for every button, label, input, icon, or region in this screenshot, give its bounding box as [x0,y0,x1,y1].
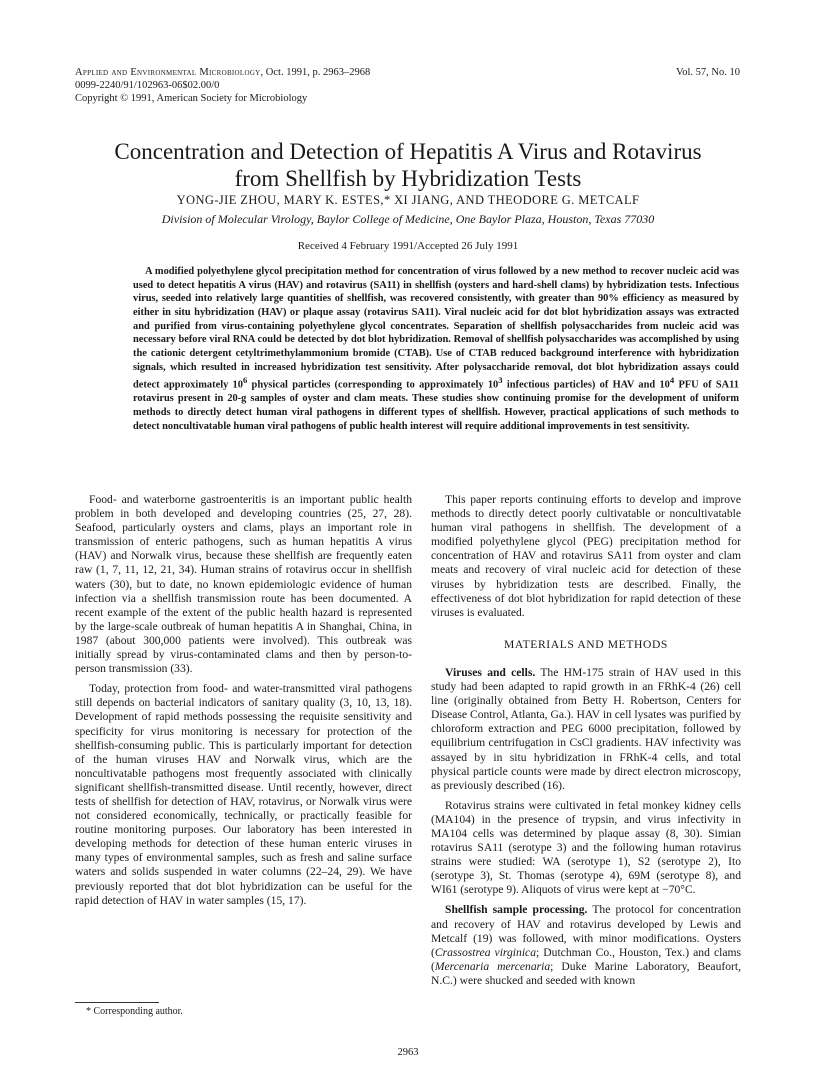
shellfish-text-1: The protocol for concentration and recovery of HAV and rotavirus developed by Lewis and Metcalf (19) was followed, with minor modifications. Oysters ( [431,903,742,959]
viruses-text: The HM-175 strain of HAV used in this study had been adapted to rapid growth in an FRhK-4 (26) cell line (originally obtained from Betty H. Robertson, Centers for Disease Control, Atlanta, Ga.). HAV in cell lysates was purified by chloroform extraction and PEG 6000 precipitation, followed by equilibrium centrifugation in CsCl gradients. HAV infectivity was assayed by in situ hybridization in FRhK-4 cells, and total physical particle counts were made by direct electron microscopy, as previously described (16). [431,665,741,792]
title-line-2: from Shellfish by Hybridization Tests [234,166,582,191]
abstract-exponent-3: 4 [669,375,675,386]
section-heading-methods: MATERIALS AND METHODS [504,637,668,651]
journal-citation [75,66,370,79]
abstract-text-2: physical particles (corresponding to approximately 10 [247,379,499,391]
journal-name: Applied and Environmental Microbiology [75,67,261,78]
intro-paragraph-1: Food- and waterborne gastroenteritis is an important public health problem in both developed and developing countries (25, 27, 28). Seafood, particularly oysters and clams, plays an important role in transmission of enteric pathogens, such as human hepatitis A virus (HAV) and Norwalk virus, because these shellfish are frequently eaten raw (1, 7, 11, 12, 21, 34). Human strains of rotavirus occur in shellfish waters (30), but to date, no known epidemiologic evidence of human infection via a shellfish transmission route has been documented. A recent example of the extent of the public health hazard is represented by the large-scale outbreak of human hepatitis A in Shanghai, China, in 1987 (about 300,000 patients were involved). This outbreak was initially spread by virus-contaminated clams and then by person-to-person transmission (33). [75,493,412,676]
intro-paragraph-3: This paper reports continuing efforts to develop and improve methods to directly detect poorly cultivatable or noncultivatable human viral pathogens in shellfish. The development of a modified polyethylene glycol (PEG) precipitation method for concentration of HAV and rotavirus SA11 from oyster and clam meats and recovery of viral nucleic acid for detection of these viruses by hybridization tests are described. Finally, the effectiveness of dot blot hybridization for rapid detection of these viruses is evaluated. [431,493,741,619]
intro-paragraph-2: Today, protection from food- and water-transmitted viral pathogens still depends on bacterial indicators of sanitary quality (3, 10, 13, 18). Development of rapid methods possessing the requisite sensitivity and specificity for virus monitoring is necessary for protection of the shellfish-consuming public. This is particularly important for detection of the human viruses HAV and Norwalk virus, which are the noncultivatable pathogens most frequently associated with clinically significant shellfish-transmitted disease. Until recently, however, direct tests of shellfish for detection of HAV, rotavirus, or Norwalk virus were not considered economically, technically, or practically feasible for routine monitoring purposes. Our laboratory has been interested in developing methods for detection of these human enteric viruses in many types of environmental samples, such as fresh and saline surface waters and solids suspended in water columns (22–24, 29). We have previously reported that dot blot hybridization can be useful for the rapid detection of HAV in water samples (15, 17). [75,682,412,907]
volume-issue: Vol. 57, No. 10 [676,67,740,78]
shellfish-text-2: ; Dutchman Co., Houston, Tex.) and clams ( [431,945,741,973]
author-list: YONG-JIE ZHOU, MARY K. ESTES,* XI JIANG, AND THEODORE G. METCALF [176,193,640,207]
right-column [431,493,741,994]
abstract-exponent-1: 6 [242,375,248,386]
abstract [133,265,739,433]
abstract-text-1: A modified polyethylene glycol precipitation method for concentration of virus followed by a new method to recover nucleic acid was used to detect hepatitis A virus (HAV) and rotavirus (SA11) in shellfish (oysters and hard-shell clams) by hybridization tests. Infectious virus, seeded into relatively large quantities of shellfish, was recovered consistently, with greater than 90% efficiency as measured by either in situ hybridization (HAV) or plaque assay (rotavirus SA11). Viral nucleic acid for dot blot hybridization assays was extracted and purified from virus-containing polyethylene glycol concentrates. Separation of shellfish polysaccharides from nucleic acid was necessary before viral RNA could be detected by dot blot hybridization. Removal of shellfish polysaccharides was accomplished by using the cationic detergent cetyltrimethylammonium bromide (CTAB). Use of CTAB reduced background interference with hybridization signals, which resulted in increased hybridization test sensitivity. After polysaccharide removal, dot blot hybridization assays could detect approximately 10 [133,266,739,391]
run-in-head-shellfish: Shellfish sample processing. [445,903,588,917]
article-title [60,138,756,192]
issn-line: 0099-2240/91/102963-06$02.00/0 [75,80,220,91]
abstract-text-3: infectious particles) of HAV and 10 [502,379,670,391]
footnote-corresponding-author: * Corresponding author. [86,1006,183,1017]
methods-rotavirus-paragraph: Rotavirus strains were cultivated in fetal monkey kidney cells (MA104) in the presence of trypsin, and virus infectivity in MA104 cells was determined by plaque assay (8, 30). Simian rotavirus SA11 (serotype 3) and the following human rotavirus strains were studied: WA (serotype 1), S2 (serotype 2), Ito (serotype 3), St. Thomas (serotype 4), 69M (serotype 8), and WI61 (serotype 9). Aliquots of virus were kept at −70°C. [431,798,741,897]
running-header [75,66,740,105]
abstract-exponent-2: 3 [498,375,503,386]
received-dates: Received 4 February 1991/Accepted 26 July 1991 [297,240,519,252]
affiliation: Division of Molecular Virology, Baylor College of Medicine, One Baylor Plaza, Houston, Texas 77030 [161,212,655,226]
citation-pages: , Oct. 1991, p. 2963–2968 [260,67,371,78]
clam-species: Mercenaria mercenaria [434,959,551,973]
copyright-line: Copyright © 1991, American Society for Microbiology [75,93,308,104]
left-column [75,493,412,914]
page-number: 2963 [397,1047,419,1058]
title-line-1: Concentration and Detection of Hepatitis A Virus and Rotavirus [114,139,702,164]
oyster-species: Crassostrea virginica [434,945,536,959]
methods-viruses-paragraph [431,666,741,793]
abstract-text-4: PFU of SA11 rotavirus present in 20-g samples of oyster and clam meats. These studies show continuing promise for the development of uniform methods to directly detect human viral pathogens in different types of shellfish. However, practical applications of such methods to detect noncultivatable human viral pathogens of public health interest will require additional improvements in test sensitivity. [133,379,739,432]
methods-shellfish-paragraph [431,903,741,988]
shellfish-text-3: ; Duke Marine Laboratory, Beaufort, N.C.) were shucked and seeded with known [431,959,741,987]
run-in-head-viruses: Viruses and cells. [445,665,536,679]
footnote-rule [75,1002,159,1003]
